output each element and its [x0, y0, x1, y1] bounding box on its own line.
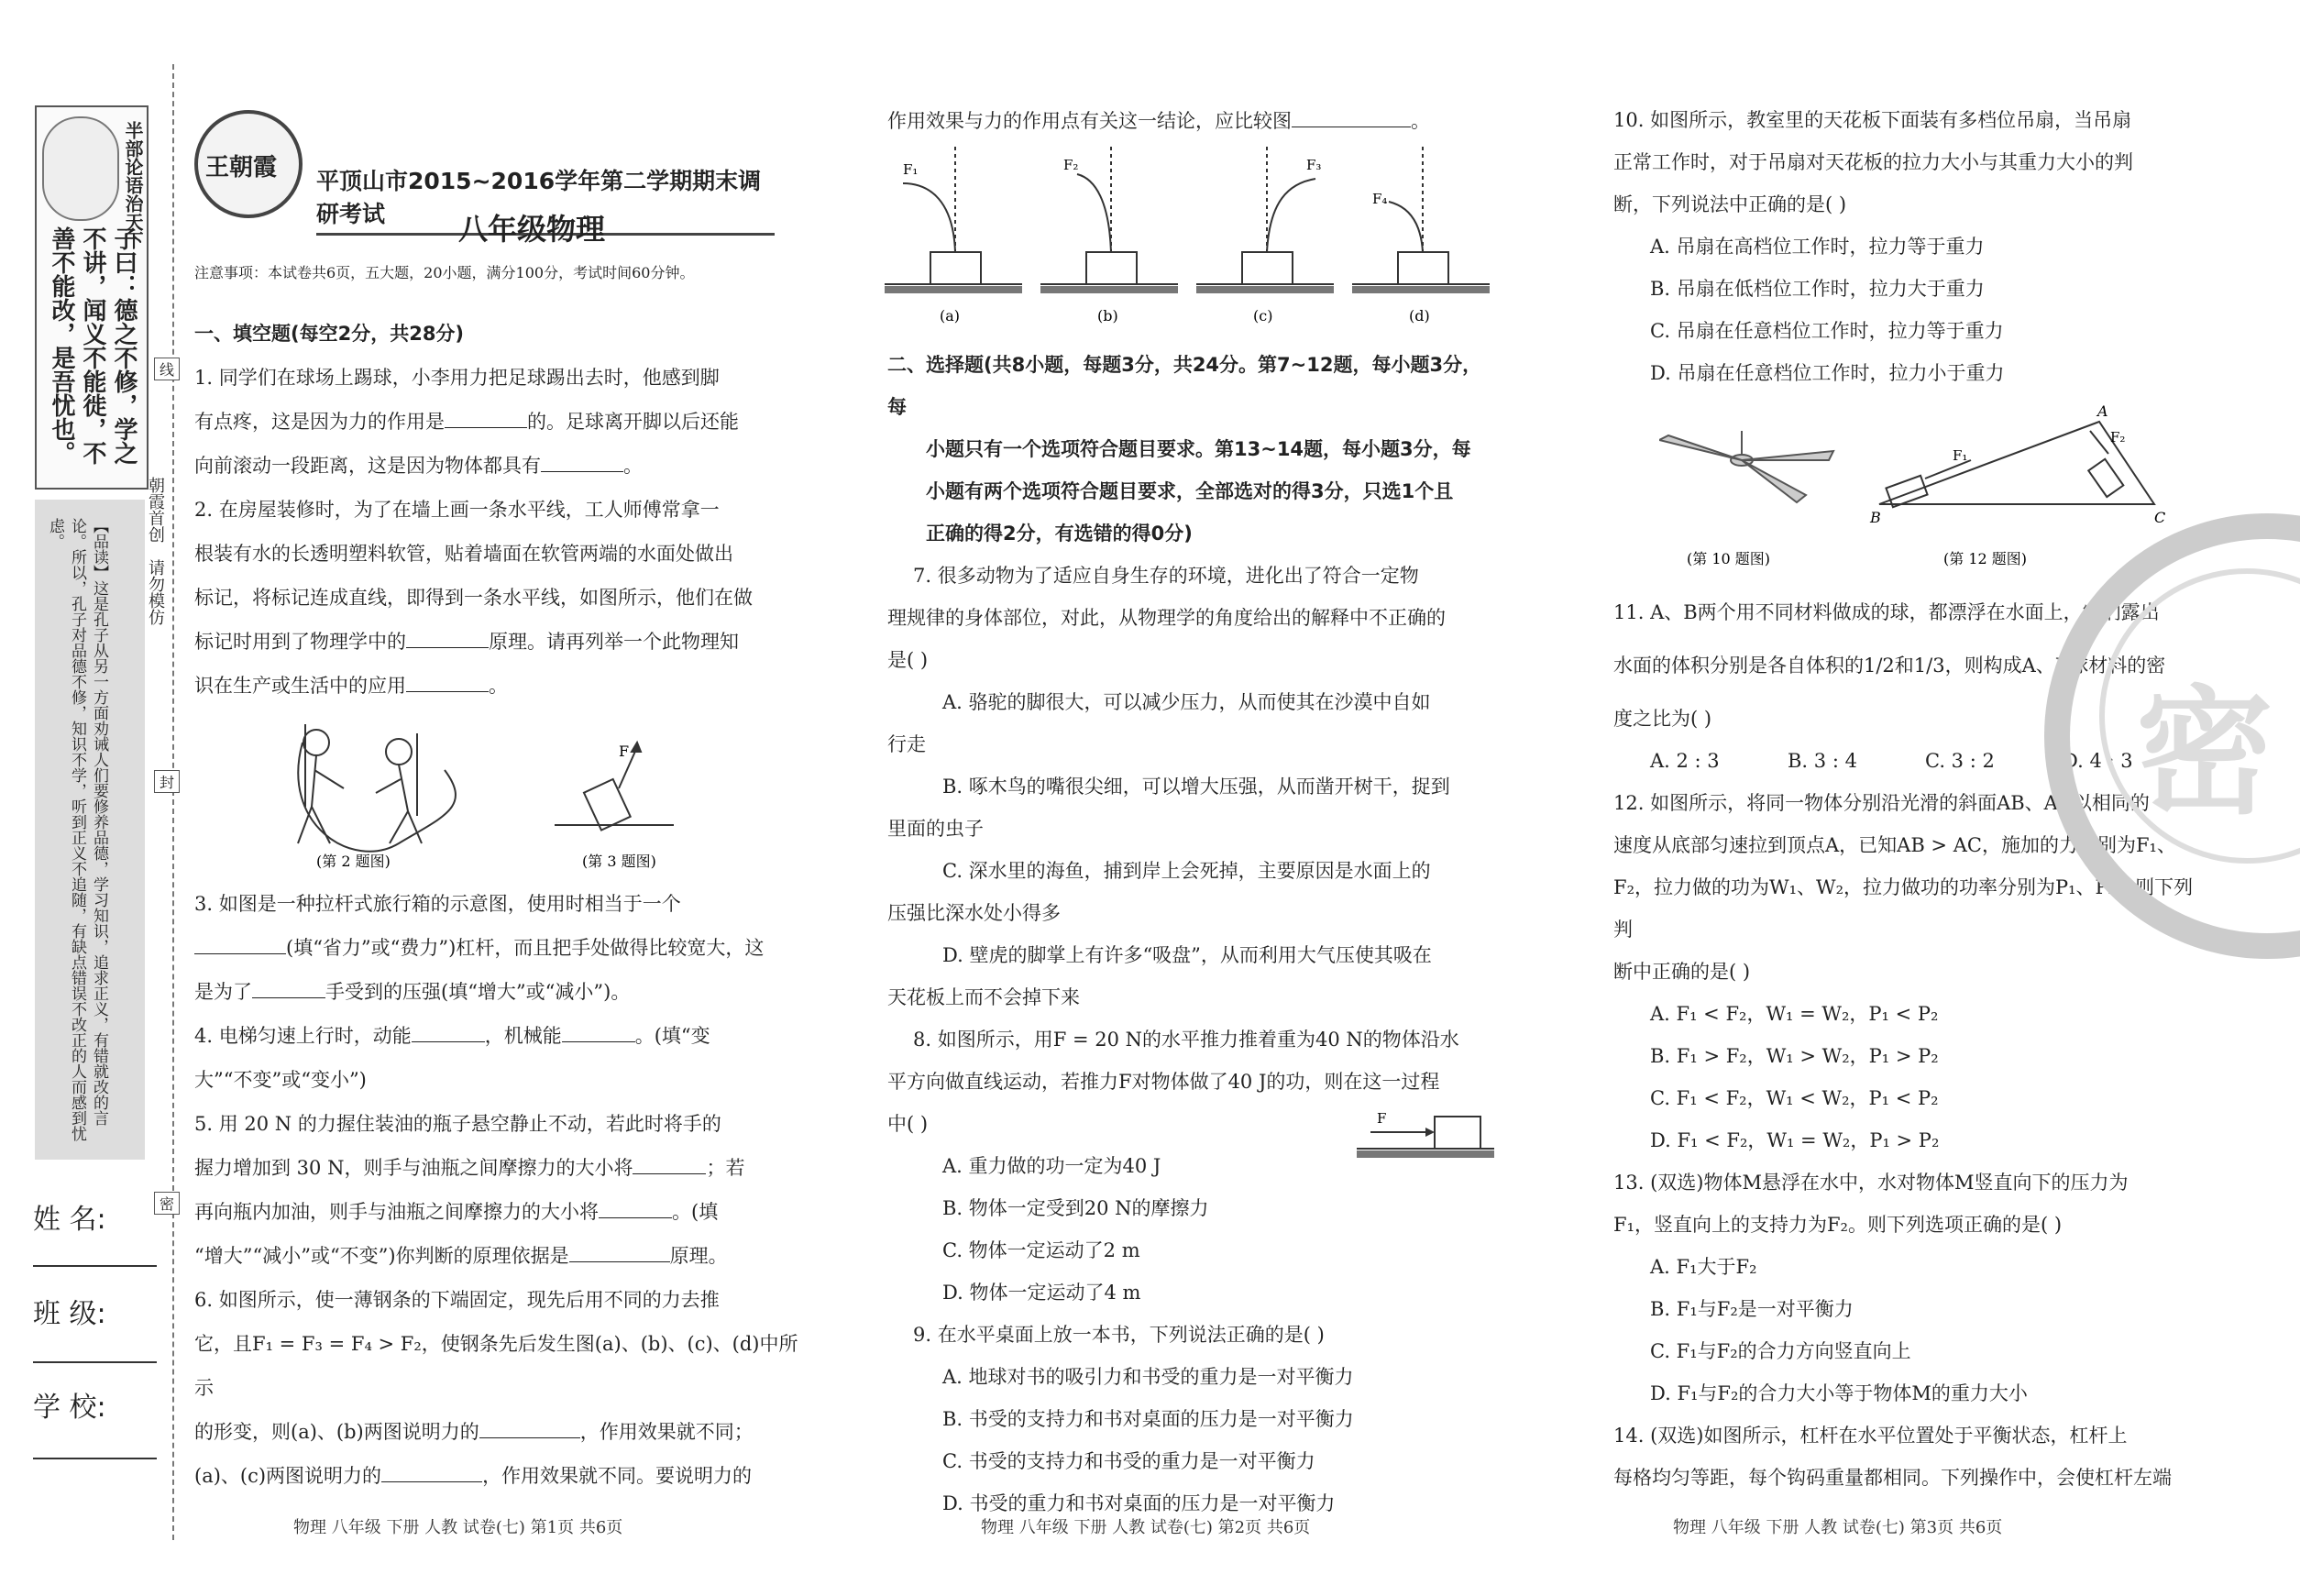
fig3-caption: (第 3 题图)	[582, 853, 656, 870]
fig6-force-d: F₄	[1372, 191, 1388, 207]
q1: 1. 同学们在球场上踢球，小李用力把足球踢出去时，他感到脚	[194, 367, 720, 389]
appreciation-text: 【品读】这是孔子从另一方面劝诫人们要修养品德，学习知识，追求正义，有错就改的言论。所以，孔子对品德不修，知识不学，听到正义不追随，有缺点错误不改正的人而感到忧虑。	[46, 518, 108, 1141]
brand-logo: 王朝霞	[194, 110, 303, 218]
q11-option-d[interactable]: D. 4 : 3	[2063, 750, 2133, 772]
q6-blank-1[interactable]	[479, 1419, 580, 1438]
fig6-force-b: F₂	[1063, 157, 1079, 173]
q5-blank-2[interactable]	[599, 1199, 672, 1218]
watermark-text: 密	[2136, 672, 2274, 833]
q12-option-d[interactable]: D. F₁ < F₂，W₁ = W₂，P₁ > P₂	[1650, 1129, 1940, 1151]
q10: 10. 如图所示，教室里的天花板下面装有多档位吊扇，当吊扇	[1613, 109, 2132, 131]
fig3-force-label: F	[619, 743, 630, 760]
q7-option-c[interactable]: C. 深水里的海鱼，捕到岸上会死掉，主要原因是水面上的	[942, 860, 1431, 882]
footer-page-1: 物理 八年级 下册 人教 试卷(七) 第1页 共6页	[293, 1518, 623, 1537]
q10-option-b[interactable]: B. 吊扇在低档位工作时，拉力大于重力	[1650, 278, 1985, 300]
q11-fraction-2: 1/3	[1913, 655, 1945, 677]
fold-text: 朝霞首创 请勿模仿	[146, 477, 165, 625]
q3-blank-1[interactable]	[194, 935, 286, 954]
q6: 6. 如图所示，使一薄钢条的下端固定，现先后用不同的力去推	[194, 1289, 720, 1311]
figure-10-12	[1659, 403, 2173, 578]
seal-mark-2: 封	[154, 770, 180, 793]
q10-option-d[interactable]: D. 吊扇在任意档位工作时，拉力小于重力	[1650, 362, 2005, 384]
q7-option-b[interactable]: B. 啄木鸟的嘴很尖细，可以增大压强，从而凿开树干，捉到	[942, 776, 1450, 798]
figure-3-suitcase	[555, 743, 674, 831]
figure-6	[885, 147, 1494, 330]
q5: 5. 用 20 N 的力握住装油的瓶子悬空静止不动，若此时将手的	[194, 1113, 721, 1135]
q5-blank-3[interactable]	[569, 1243, 670, 1262]
binding-line	[172, 64, 174, 1540]
figure-8	[1357, 1100, 1494, 1164]
fig12-label-b: B	[1870, 509, 1881, 526]
q5-blank-1[interactable]	[633, 1155, 706, 1174]
fig2-caption: (第 2 题图)	[316, 853, 391, 870]
column-3-top: 10. 如图所示，教室里的天花板下面装有多档位吊扇，当吊扇 正常工作时，对于吊扇对天花板的拉力大小与其重力大小的判 断，下列说法中正确的是( ) A. 吊扇在高档位工作时，拉力等于重力 B. 吊扇在低档位工作时，拉力大于重力 C. 吊扇在任意档位工作时，拉力等于重力 D. 吊扇在任意档位工作时，拉力小于重力	[1613, 99, 2200, 394]
q13-option-a[interactable]: A. F₁大于F₂	[1650, 1256, 1757, 1278]
fig6-label-a: (a)	[940, 307, 961, 325]
q13-option-d[interactable]: D. F₁与F₂的合力大小等于物体M的重力大小	[1650, 1382, 2028, 1404]
q8-option-b[interactable]: B. 物体一定受到20 N的摩擦力	[942, 1197, 1209, 1219]
appreciation-box	[35, 500, 145, 1160]
school-line[interactable]	[33, 1458, 157, 1459]
q8-option-a[interactable]: A. 重力做的功一定为40 J	[942, 1155, 1161, 1177]
fig12-label-f1: F₁	[1953, 447, 1968, 464]
column-1-lower: 3. 如图是一种拉杆式旅行箱的示意图，使用时相当于一个 (填“省力”或“费力”)杠杆，而且把手处做得比较宽大，这 是为了 手受到的压强(填“增大”或“减小”)。 4. 电梯匀速上行时，动能 ，机械能 。(填“变 大”“不变”或“变小”) 5. 用 20 N 的力握住装油的瓶子悬空静止不动，若此时将手的 握力增加到 30 N，则手与油瓶之间摩擦力的大小将 ；若 再向瓶内加油，则手与油瓶之间摩擦力的大小将 。(填 “增大”“减小”或“不变”)你判断的原理依据是 原理。 6. 如图所示，使一薄钢条的下端固定，现先后用不同的力去推 它，且F₁ = F₃ = F₄ > F₂，使钢条先后发生图(a)、(b)、(c)、(d)中所示 的形变，则(a)、(b)两图说明力的 ，作用效果就不同； (a)、(c)两图说明力的 ，作用效果就不同。要说明力的	[194, 882, 809, 1498]
footer-page-3: 物理 八年级 下册 人教 试卷(七) 第3页 共6页	[1673, 1518, 2003, 1537]
fig10-caption: (第 10 题图)	[1687, 550, 1771, 567]
section-2-title: 二、选择题(共8小题，每题3分，共24分。第7~12题，每小题3分，每	[887, 354, 1482, 418]
q9-option-a[interactable]: A. 地球对书的吸引力和书受的重力是一对平衡力	[942, 1366, 1354, 1388]
q9-option-c[interactable]: C. 书受的支持力和书受的重力是一对平衡力	[942, 1450, 1315, 1472]
fig8-force-label: F	[1377, 1110, 1387, 1127]
fig12-label-c: C	[2154, 509, 2166, 526]
q7-option-d[interactable]: D. 壁虎的脚掌上有许多“吸盘”，从而利用大气压使其吸在	[942, 944, 1432, 966]
exam-title: 平顶山市2015~2016学年第二学期期末调研考试	[316, 163, 775, 236]
q8-option-d[interactable]: D. 物体一定运动了4 m	[942, 1282, 1141, 1304]
section-1-title: 一、填空题(每空2分，共28分)	[194, 323, 465, 345]
name-line[interactable]	[33, 1265, 157, 1267]
column-2-top: 作用效果与力的作用点有关这一结论，应比较图 。	[887, 110, 1430, 132]
mascot-illustration	[42, 116, 119, 221]
q10-option-a[interactable]: A. 吊扇在高档位工作时，拉力等于重力	[1650, 236, 1985, 258]
q3-blank-2[interactable]	[252, 979, 325, 998]
fig12-label-a: A	[2097, 403, 2108, 420]
q7: 7. 很多动物为了适应自身生存的环境，进化出了符合一定物	[913, 565, 1419, 587]
seal-mark-1: 线	[154, 358, 180, 380]
column-3: 11. A、B两个用不同材料做成的球，都漂浮在水面上，它们露出 水面的体积分别是各自体积的1/2和1/3，则构成A、B球材料的密 度之比为( ) A. 2 : 3 B. 3 : 4 C. 3 : 2 D. 4 : 3 12. 如图所示，将同一物体分别沿光滑的斜面AB、AC以相同的 速度从底部匀速拉到顶点A，已知AB > AC，施加的力分别为F₁、 F₂，拉力做的功为W₁、W₂，拉力做功的功率分别为P₁、P₂，则下列判 断中正确的是( ) A. F₁ < F₂，W₁ = W₂，P₁ < P₂ B. F₁ > F₂，W₁ > W₂，P₁ > P₂ C. F₁ < F₂，W₁ < W₂，P₁ < P₂ D. F₁ < F₂，W₁ = W₂，P₁ > P₂ 13. (双选)物体M悬浮在水中，水对物体M竖直向下的压力为 F₁，竖直向上的支持力为F₂。则下列选项正确的是( ) A. F₁大于F₂ B. F₁与F₂是一对平衡力 C. F₁与F₂的合力方向竖直向上 D. F₁与F₂的合力大小等于物体M的重力大小 14. (双选)如图所示，杠杆在水平位置处于平衡状态，杠杆上 每格均匀等距，每个钩码重量都相同。下列操作中，会使杠杆左端	[1613, 591, 2200, 1499]
school-label: 学 校:	[33, 1392, 106, 1424]
confucius-quote: 子曰：德之不修，学之不讲，闻义不能徙，不善不能改，是吾忧也。	[48, 226, 138, 465]
column-1: 一、填空题(每空2分，共28分) 1. 同学们在球场上踢球，小李用力把足球踢出去时，他感到脚 有点疼，这是因为力的作用是 的。足球离开脚以后还能 向前滚动一段距离，这是因为物体都具有 。 2. 在房屋装修时，为了在墙上画一条水平线，工人师傅常拿一 根装有水的长透明塑料软管，贴着墙面在软管两端的水面处做出 标记，将标记连成直线，即得到一条水平线，如图所示，他们在做 标记时用到了物理学中的 原理。请再列举一个此物理知 识在生产或生活中的应用 。	[194, 312, 809, 708]
q10-option-c[interactable]: C. 吊扇在任意档位工作时，拉力等于重力	[1650, 320, 2004, 342]
q13-option-b[interactable]: B. F₁与F₂是一对平衡力	[1650, 1298, 1854, 1320]
class-label: 班 级:	[33, 1298, 106, 1330]
q4: 4. 电梯匀速上行时，动能 ，机械能 。(填“变	[194, 1025, 710, 1047]
q6-blank-2[interactable]	[381, 1463, 482, 1482]
exam-subject: 八年级物理	[458, 212, 606, 247]
name-label: 姓 名:	[33, 1204, 106, 1236]
exam-notice: 注意事项：本试卷共6页，五大题，20小题，满分100分，考试时间60分钟。	[194, 264, 695, 281]
q7-option-a[interactable]: A. 骆驼的脚很大，可以减少压力，从而使其在沙漠中自如	[942, 691, 1431, 713]
footer-page-2: 物理 八年级 下册 人教 试卷(七) 第2页 共6页	[981, 1518, 1311, 1537]
class-line[interactable]	[33, 1361, 157, 1363]
seal-mark-3: 密	[154, 1192, 180, 1215]
fig6-label-d: (d)	[1409, 307, 1430, 325]
column-2: 二、选择题(共8小题，每题3分，共24分。第7~12题，每小题3分，每 小题只有一个选项符合题目要求。第13~14题，每小题3分，每 小题有两个选项符合题目要求，全部选对的得3分，只选1个且 正确的得2分，有选错的得0分) 7. 很多动物为了适应自身生存的环境，进化出了符合一定物 理规律的身体部位，对此，从物理学的角度给出的解释中不正确的 是( ) A. 骆驼的脚很大，可以减少压力，从而使其在沙漠中自如 行走 B. 啄木鸟的嘴很尖细，可以增大压强，从而凿开树干，捉到 里面的虫子 C. 深水里的海鱼，捕到岸上会死掉，主要原因是水面上的 压强比深水处小得多 D. 壁虎的脚掌上有许多“吸盘”，从而利用大气压使其吸在 天花板上而不会掉下来 8. 如图所示，用F = 20 N的水平推力推着重为40 N的物体沿水 平方向做直线运动，若推力F对物体做了40 J的功，则在这一过程 中( ) A. 重力做的功一定为40 J B. 物体一定受到20 N的摩擦力 C. 物体一定运动了2 m D. 物体一定运动了4 m 9. 在水平桌面上放一本书，下列说法正确的是( ) A. 地球对书的吸引力和书受的重力是一对平衡力 B. 书受的支持力和书对桌面的压力是一对平衡力 C. 书受的支持力和书受的重力是一对平衡力 D. 书受的重力和书对桌面的压力是一对平衡力	[887, 344, 1492, 1524]
q13: 13. (双选)物体M悬浮在水中，水对物体M竖直向下的压力为	[1613, 1172, 2129, 1194]
q8-option-c[interactable]: C. 物体一定运动了2 m	[942, 1239, 1140, 1261]
q1-blank-1[interactable]	[445, 409, 527, 428]
q1-blank-2[interactable]	[541, 453, 623, 472]
q13-option-c[interactable]: C. F₁与F₂的合力方向竖直向上	[1650, 1340, 1911, 1362]
q2: 2. 在房屋装修时，为了在墙上画一条水平线，工人师傅常拿一	[194, 499, 720, 521]
q12-option-b[interactable]: B. F₁ > F₂，W₁ > W₂，P₁ > P₂	[1650, 1045, 1939, 1067]
fig6-force-a: F₁	[903, 161, 919, 178]
fig6-label-c: (c)	[1253, 307, 1273, 325]
q14: 14. (双选)如图所示，杠杆在水平位置处于平衡状态，杠杆上	[1613, 1425, 2128, 1447]
fig6-label-b: (b)	[1097, 307, 1118, 325]
q2-blank-2[interactable]	[406, 673, 489, 692]
q9-option-d[interactable]: D. 书受的重力和书对桌面的压力是一对平衡力	[942, 1492, 1336, 1514]
side-strip	[28, 105, 147, 1164]
q3: 3. 如图是一种拉杆式旅行箱的示意图，使用时相当于一个	[194, 893, 681, 915]
fig12-label-f2: F₂	[2110, 429, 2126, 446]
q4-blank-2[interactable]	[562, 1023, 635, 1042]
q11-fraction-1: 1/2	[1864, 655, 1895, 677]
figure-2-workers	[298, 724, 456, 852]
fig6-force-c: F₃	[1306, 157, 1322, 173]
q11: 11. A、B两个用不同材料做成的球，都漂浮在水面上，它们露出	[1613, 601, 2160, 623]
q11-option-a[interactable]: A. 2 : 3	[1650, 750, 1720, 772]
figure-2-3	[261, 715, 765, 871]
quote-box	[35, 105, 149, 490]
q12-option-c[interactable]: C. F₁ < F₂，W₁ < W₂，P₁ < P₂	[1650, 1087, 1939, 1109]
q8: 8. 如图所示，用F = 20 N的水平推力推着重为40 N的物体沿水	[913, 1029, 1459, 1051]
q12-option-a[interactable]: A. F₁ < F₂，W₁ = W₂，P₁ < P₂	[1650, 1003, 1939, 1025]
q11-option-c[interactable]: C. 3 : 2	[1925, 750, 1995, 772]
q9-option-b[interactable]: B. 书受的支持力和书对桌面的压力是一对平衡力	[942, 1408, 1354, 1430]
q9: 9. 在水平桌面上放一本书，下列说法正确的是( )	[913, 1324, 1325, 1346]
motto: 半部论语治天下	[122, 121, 144, 249]
q11-option-b[interactable]: B. 3 : 4	[1788, 750, 1857, 772]
q4-blank-1[interactable]	[412, 1023, 485, 1042]
q6-blank-3[interactable]	[1292, 108, 1411, 127]
q2-blank-1[interactable]	[406, 629, 489, 648]
q12: 12. 如图所示，将同一物体分别沿光滑的斜面AB、AC以相同的	[1613, 792, 2150, 814]
figure-10-fan	[1659, 431, 1833, 502]
fig12-caption: (第 12 题图)	[1943, 550, 2028, 567]
